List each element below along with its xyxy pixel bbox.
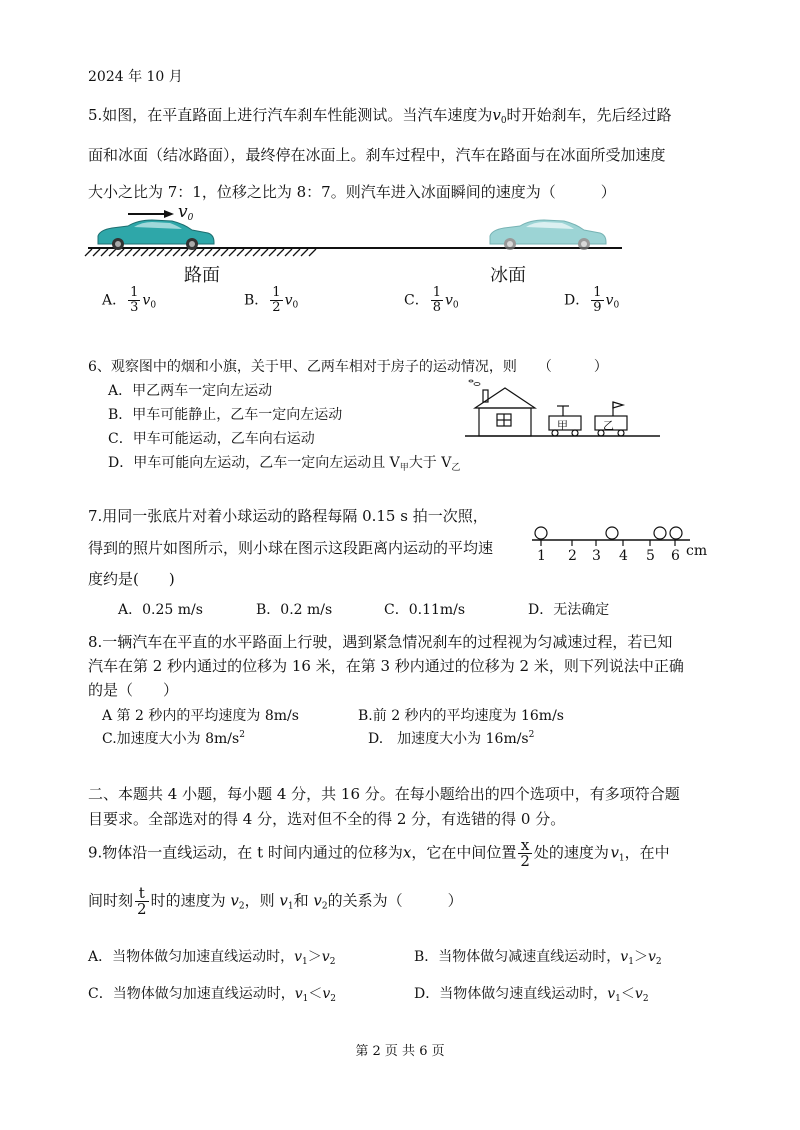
section2-line2: 目要求。全部选对的得 4 分，选对但不全的得 2 分，有选错的得 0 分。 [88, 810, 566, 828]
q6-figure [465, 382, 665, 442]
ruler-tick-3: 3 [592, 548, 601, 564]
road-hatching [85, 249, 316, 256]
page-footer: 第 2 页 共 6 页 [355, 1044, 445, 1059]
q7-line2: 得到的照片如图所示，则小球在图示这段距离内运动的平均速 [88, 539, 494, 557]
q8-option-b: B.前 2 秒内的平均速度为 16m/s [358, 708, 564, 724]
q6-option-c: C．甲车可能运动，乙车向右运动 [108, 431, 315, 447]
q9-option-b: B．当物体做匀减速直线运动时，$v_1>v_2$ [414, 949, 662, 967]
q9-option-c: C．当物体做匀加速直线运动时，$v_1<v_2$ [88, 986, 337, 1004]
q6-option-d: D．甲车可能向左运动，乙车一定向左运动且 $V_甲$大于 $V_乙$ [108, 455, 461, 473]
q8-line3: 的是（ ） [88, 681, 179, 699]
car-on-ice-icon [490, 220, 606, 250]
q5-line1: 5.如图，在平直路面上进行汽车刹车性能测试。当汽车速度为$v_0$时开始刹车，先后经过路 [88, 106, 672, 126]
ruler-unit: cm [686, 543, 708, 559]
q9-option-a: A．当物体做匀加速直线运动时，$v_1>v_2$ [88, 949, 336, 967]
ruler-tick-1: 1 [537, 548, 546, 564]
q7-option-d: D．无法确定 [528, 602, 610, 618]
date-header: 2024 年 10 月 [88, 69, 183, 85]
ruler-tick-4: 4 [619, 548, 628, 564]
q6-option-b: B．甲车可能静止，乙车一定向左运动 [108, 407, 343, 423]
ball-3 [654, 527, 666, 539]
q7-option-a: A．0.25 m/s [118, 602, 203, 618]
q5-option-b: B． $\frac{1}{2}$ $v_0$ [244, 285, 299, 315]
q5-option-a: A． $\frac{1}{3}$ $v_0$ [102, 285, 157, 315]
q6-option-a: A．甲乙两车一定向左运动 [108, 383, 273, 399]
q9-line2: 间时刻 $\frac{t}{2}$ 时的速度为 $v_2$，则 $v_1$和 $v_2$的关系为（ ） [88, 884, 463, 918]
q8-option-a: A 第 2 秒内的平均速度为 8m/s [102, 708, 299, 724]
q7-line1: 7.用同一张底片对着小球运动的路程每隔 0.15 s 拍一次照， [88, 507, 488, 525]
ball-4 [670, 527, 682, 539]
q5-option-c: C． $\frac{1}{8}$ $v_0$ [404, 285, 459, 315]
q6-stem: 6、观察图中的烟和小旗，关于甲、乙两车相对于房子的运动情况，则 （ ） [88, 359, 608, 375]
q9-line1: 9.物体沿一直线运动，在 t 时间内通过的位移为x，它在中间位置 $\frac{x}{2}$ 处的速度为 $v_1$，在中 [88, 836, 670, 870]
ball-1 [535, 527, 547, 539]
q8-option-d: D. 加速度大小为 $16m/s^2$ [368, 730, 535, 747]
q7-line3: 度约是( ) [88, 570, 175, 588]
q5-figure [88, 202, 628, 282]
q7-option-c: C．0.11m/s [384, 602, 466, 618]
ruler-tick-6: 6 [671, 548, 680, 564]
q7-option-b: B．0.2 m/s [256, 602, 333, 618]
fig-yi-label: 乙 [603, 419, 614, 432]
car-on-road-icon [98, 220, 214, 250]
q9-option-d: D．当物体做匀速直线运动时，$v_1<v_2$ [414, 986, 649, 1004]
q5-line3: 大小之比为 7：1，位移之比为 8：7。则汽车进入冰面瞬间的速度为（ ） [88, 183, 616, 201]
ruler-ticks [541, 540, 675, 546]
ruler-tick-2: 2 [568, 548, 577, 564]
ball-2 [606, 527, 618, 539]
section2-line1: 二、本题共 4 小题，每小题 4 分，共 16 分。在每小题给出的四个选项中，有多项符合题 [88, 785, 680, 803]
ball-positions [535, 527, 682, 539]
q5-option-d: D． $\frac{1}{9}$ $v_0$ [564, 285, 620, 315]
q8-option-c: C.加速度大小为 $8m/s^2$ [102, 730, 245, 747]
q8-line1: 8.一辆汽车在平直的水平路面上行驶，遇到紧急情况刹车的过程视为匀减速过程，若已知 [88, 633, 673, 651]
smoke-icon [469, 380, 480, 386]
q8-line2: 汽车在第 2 秒内通过的位移为 16 米，在第 3 秒内通过的位移为 2 米，则下列说法中正确 [88, 657, 684, 675]
ruler-tick-5: 5 [646, 548, 655, 564]
fig-v0-label: $v_0$ [178, 202, 194, 223]
fig-road-label: 路面 [184, 265, 220, 286]
q5-line2: 面和冰面（结冰路面），最终停在冰面上。刹车过程中，汽车在路面与在冰面所受加速度 [88, 146, 666, 164]
house-icon [475, 388, 535, 436]
fig-jia-label: 甲 [557, 419, 568, 432]
fig-ice-label: 冰面 [490, 265, 526, 286]
